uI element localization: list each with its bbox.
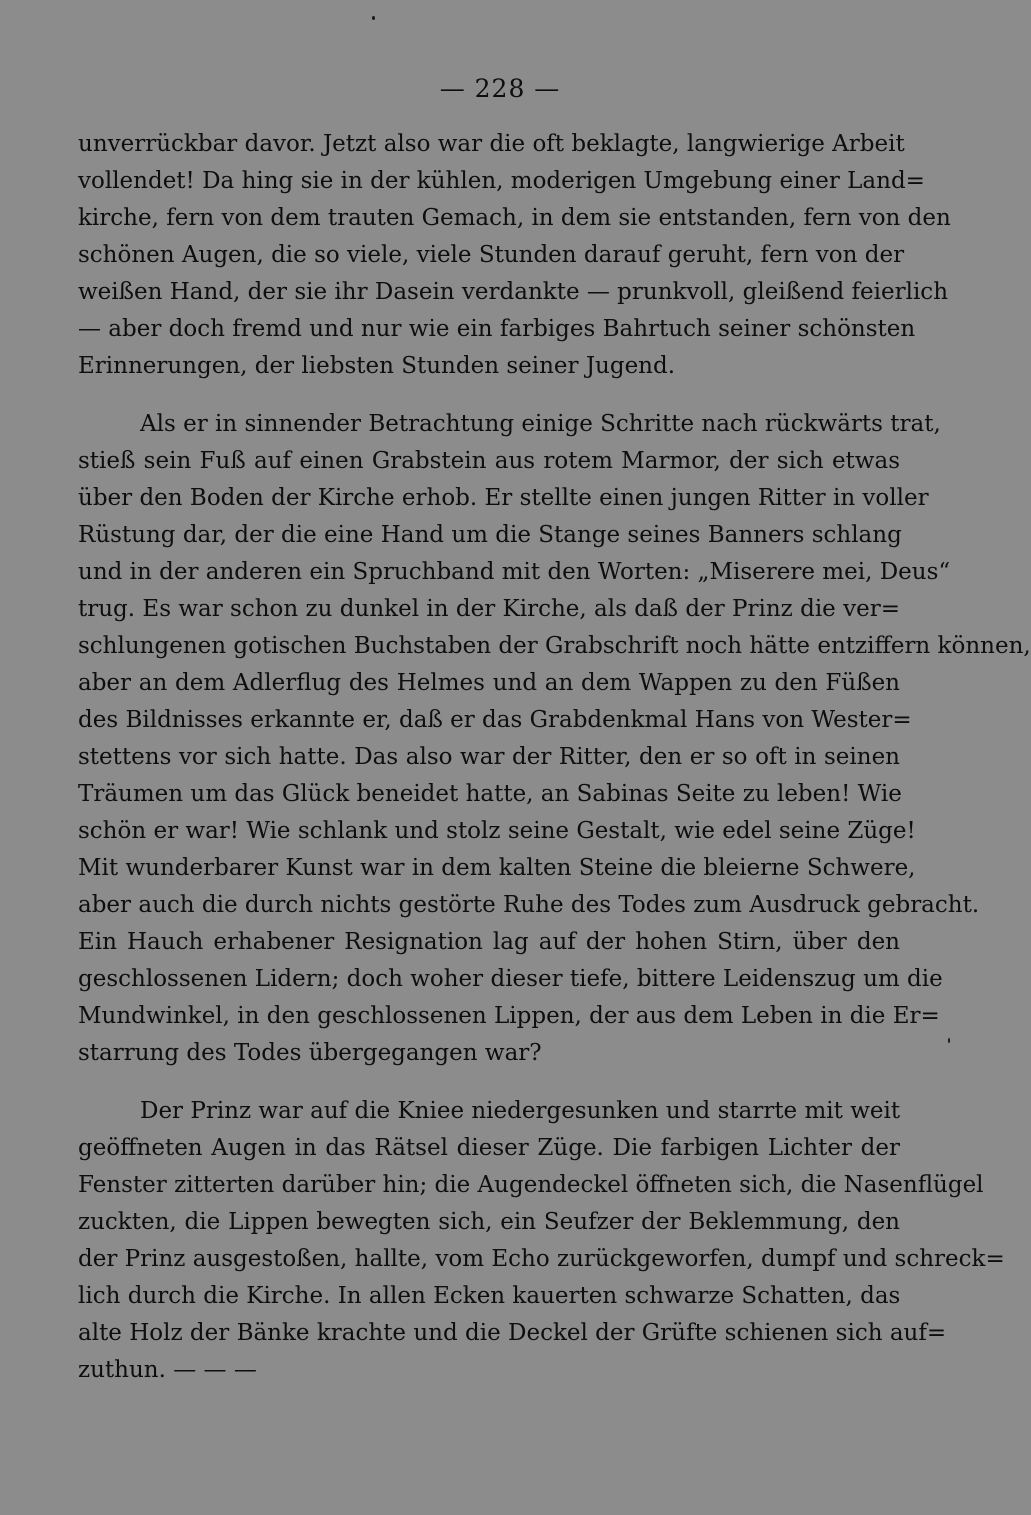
text-line: Ein Hauch erhabener Resignation lag auf der hohen Stirn, über den: [78, 929, 900, 955]
text-line: trug. Es war schon zu dunkel in der Kirche, als daß der Prinz die ver=: [78, 596, 900, 622]
paragraph-gap: [78, 385, 900, 406]
page-number: — 228 —: [439, 74, 561, 103]
text-line: stettens vor sich hatte. Das also war der Ritter, den er so oft in seinen: [78, 744, 900, 770]
text-line: des Bildnisses erkannte er, daß er das Grabdenkmal Hans von Wester=: [78, 707, 912, 733]
text-line: schön er war! Wie schlank und stolz seine Gestalt, wie edel seine Züge!: [78, 818, 916, 844]
text-line: zuthun. — — —: [78, 1357, 257, 1383]
body-text: [78, 126, 1031, 1389]
paragraph-gap: [78, 1072, 900, 1093]
text-line: aber an dem Adlerflug des Helmes und an dem Wappen zu den Füßen: [78, 670, 900, 696]
text-line: geöffneten Augen in das Rätsel dieser Züge. Die farbigen Lichter der: [78, 1135, 900, 1161]
text-line: schönen Augen, die so viele, viele Stunden darauf geruht, fern von der: [78, 242, 905, 268]
ink-speck: [948, 1038, 950, 1043]
text-line: Mit wunderbarer Kunst war in dem kalten Steine die bleierne Schwere,: [78, 855, 916, 881]
text-line: Träumen um das Glück beneidet hatte, an Sabinas Seite zu leben! Wie: [78, 781, 902, 807]
text-line: Rüstung dar, der die eine Hand um die Stange seines Banners schlang: [78, 522, 902, 548]
text-line: stieß sein Fuß auf einen Grabstein aus rotem Marmor, der sich etwas: [78, 448, 900, 474]
text-line: und in der anderen ein Spruchband mit den Worten: „Miserere mei, Deus“: [78, 559, 951, 585]
text-line: über den Boden der Kirche erhob. Er stellte einen jungen Ritter in voller: [78, 485, 929, 511]
text-line: — aber doch fremd und nur wie ein farbiges Bahrtuch seiner schönsten: [78, 316, 916, 342]
text-line: Der Prinz war auf die Kniee niedergesunken und starrte mit weit: [140, 1098, 901, 1124]
text-line: kirche, fern von dem trauten Gemach, in dem sie entstanden, fern von den: [78, 205, 951, 231]
ink-speck: [372, 16, 375, 20]
text-line: alte Holz der Bänke krachte und die Deckel der Grüfte schienen sich auf=: [78, 1320, 947, 1346]
text-line: Mundwinkel, in den geschlossenen Lippen, der aus dem Leben in die Er=: [78, 1003, 940, 1029]
text-line: Fenster zitterten darüber hin; die Augendeckel öffneten sich, die Nasenflügel: [78, 1172, 984, 1198]
text-line: Erinnerungen, der liebsten Stunden seiner Jugend.: [78, 353, 676, 379]
text-line: schlungenen gotischen Buchstaben der Grabschrift noch hätte entziffern können,: [78, 633, 1031, 659]
text-line: Als er in sinnender Betrachtung einige Schritte nach rückwärts trat,: [140, 411, 941, 437]
text-line: vollendet! Da hing sie in der kühlen, moderigen Umgebung einer Land=: [78, 168, 925, 194]
text-line: lich durch die Kirche. In allen Ecken kauerten schwarze Schatten, das: [78, 1283, 901, 1309]
text-line: weißen Hand, der sie ihr Dasein verdankte — prunkvoll, gleißend feierlich: [78, 279, 949, 305]
text-line: aber auch die durch nichts gestörte Ruhe des Todes zum Ausdruck gebracht.: [78, 892, 980, 918]
text-line: geschlossenen Lidern; doch woher dieser tiefe, bittere Leidenszug um die: [78, 966, 943, 992]
text-line: zuckten, die Lippen bewegten sich, ein Seufzer der Beklemmung, den: [78, 1209, 900, 1235]
text-line: starrung des Todes übergegangen war?: [78, 1040, 542, 1066]
text-line: der Prinz ausgestoßen, hallte, vom Echo zurückgeworfen, dumpf und schreck=: [78, 1246, 1005, 1272]
text-line: unverrückbar davor. Jetzt also war die oft beklagte, langwierige Arbeit: [78, 131, 905, 157]
